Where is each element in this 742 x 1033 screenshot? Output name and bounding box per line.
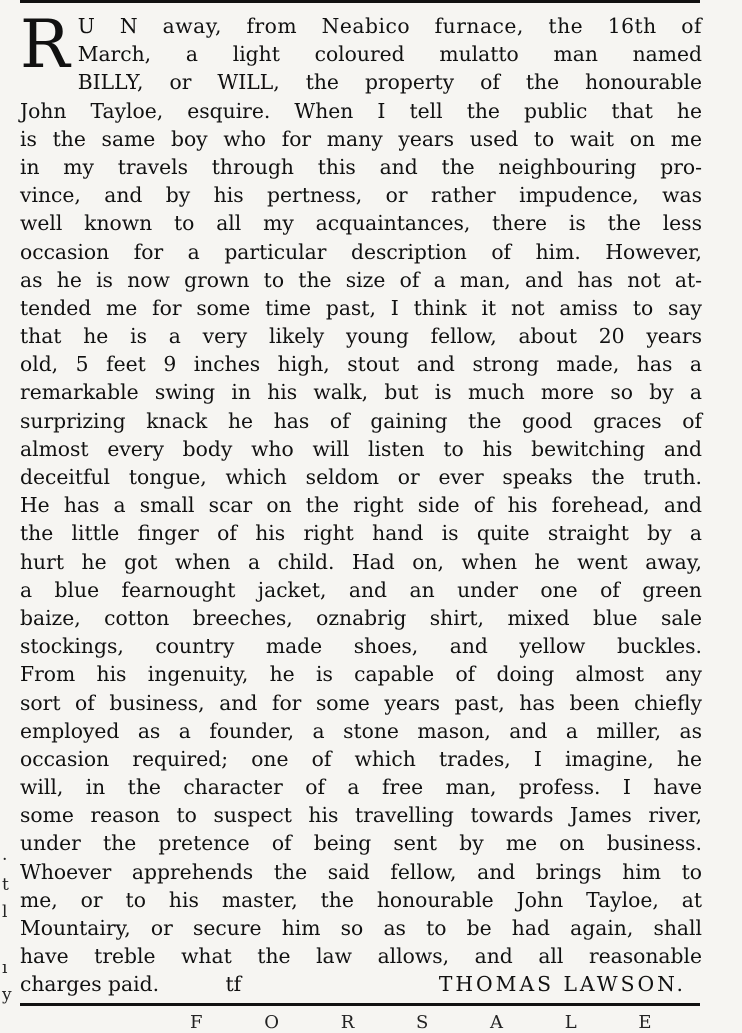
text-line: Mountairy, or secure him so as to be had again, shall xyxy=(20,916,702,940)
text-line: BILLY, or WILL, the property of the honourable xyxy=(77,70,702,95)
margin-mark: l xyxy=(2,902,8,922)
text-line: U N away, from Neabico furnace, the 16th of xyxy=(77,14,702,38)
margin-mark: y xyxy=(2,985,12,1005)
last-line-text: charges paid. xyxy=(20,972,160,997)
runaway-advertisement xyxy=(20,6,702,999)
text-line: John Tayloe, esquire. When I tell the public that he xyxy=(20,98,702,123)
text-line: as he is now grown to the size of a man, and has not at- xyxy=(20,267,702,292)
text-line: vince, and by his pertness, or rather impudence, was xyxy=(20,183,702,208)
margin-mark: t xyxy=(2,875,9,895)
text-line: surprizing knack he has of gaining the good graces of xyxy=(20,408,702,433)
advertisement-body xyxy=(20,6,702,970)
text-line: stockings, country made shoes, and yellow buckles. xyxy=(20,634,702,659)
text-line: baize, cotton breeches, oznabrig shirt, mixed blue sale xyxy=(20,605,702,630)
text-line: well known to all my acquaintances, there is the less xyxy=(20,211,702,236)
text-line: me, or to his master, the honourable John Tayloe, at xyxy=(20,887,702,912)
text-line: sort of business, and for some years past, has been chiefly xyxy=(20,690,702,715)
closing-text xyxy=(20,970,241,998)
text-line: is the same boy who for many years used to wait on me xyxy=(20,126,702,151)
text-line: a blue fearnought jacket, and an under one of green xyxy=(20,577,702,602)
text-line: in my travels through this and the neighbouring pro- xyxy=(20,154,702,179)
text-line: deceitful tongue, which seldom or ever speaks the truth. xyxy=(20,465,702,489)
margin-mark: . xyxy=(2,845,8,865)
text-line: the little finger of his right hand is quite straight by a xyxy=(20,521,702,546)
text-line: old, 5 feet 9 inches high, stout and strong made, has a xyxy=(20,352,702,377)
text-line: tended me for some time past, I think it not amiss to say xyxy=(20,295,702,320)
text-line: March, a light coloured mulatto man named xyxy=(77,42,702,67)
till-forbid-mark: tf xyxy=(225,972,242,997)
text-line: will, in the character of a free man, profess. I have xyxy=(20,775,702,800)
margin-mark: ı xyxy=(2,958,8,978)
text-line: employed as a founder, a stone mason, and a miller, as xyxy=(20,718,702,743)
text-line: some reason to suspect his travelling towards James river, xyxy=(20,803,702,828)
text-line: hurt he got when a child. Had on, when he went away, xyxy=(20,549,702,574)
next-ad-heading-fragment: F O R S A L E xyxy=(190,1012,680,1033)
text-line: Whoever apprehends the said fellow, and brings him to xyxy=(20,859,702,884)
signature-line xyxy=(20,970,702,998)
text-line: remarkable swing in his walk, but is much more so by a xyxy=(20,380,702,405)
signature: THOMAS LAWSON. xyxy=(438,972,686,997)
text-line: From his ingenuity, he is capable of doing almost any xyxy=(20,662,702,687)
text-line: occasion required; one of which trades, I imagine, he xyxy=(20,746,702,771)
bottom-rule xyxy=(20,1003,700,1006)
top-rule xyxy=(20,0,700,3)
text-line: under the pretence of being sent by me on business. xyxy=(20,831,702,856)
text-line: almost every body who will listen to his bewitching and xyxy=(20,436,702,461)
text-line: occasion for a particular description of him. However, xyxy=(20,239,702,264)
drop-cap: R xyxy=(20,6,70,83)
text-line: He has a small scar on the right side of his forehead, and xyxy=(20,493,702,518)
text-line: have treble what the law allows, and all reasonable xyxy=(20,944,702,969)
left-margin-fragments xyxy=(0,0,14,1024)
text-line: that he is a very likely young fellow, about 20 years xyxy=(20,324,702,349)
